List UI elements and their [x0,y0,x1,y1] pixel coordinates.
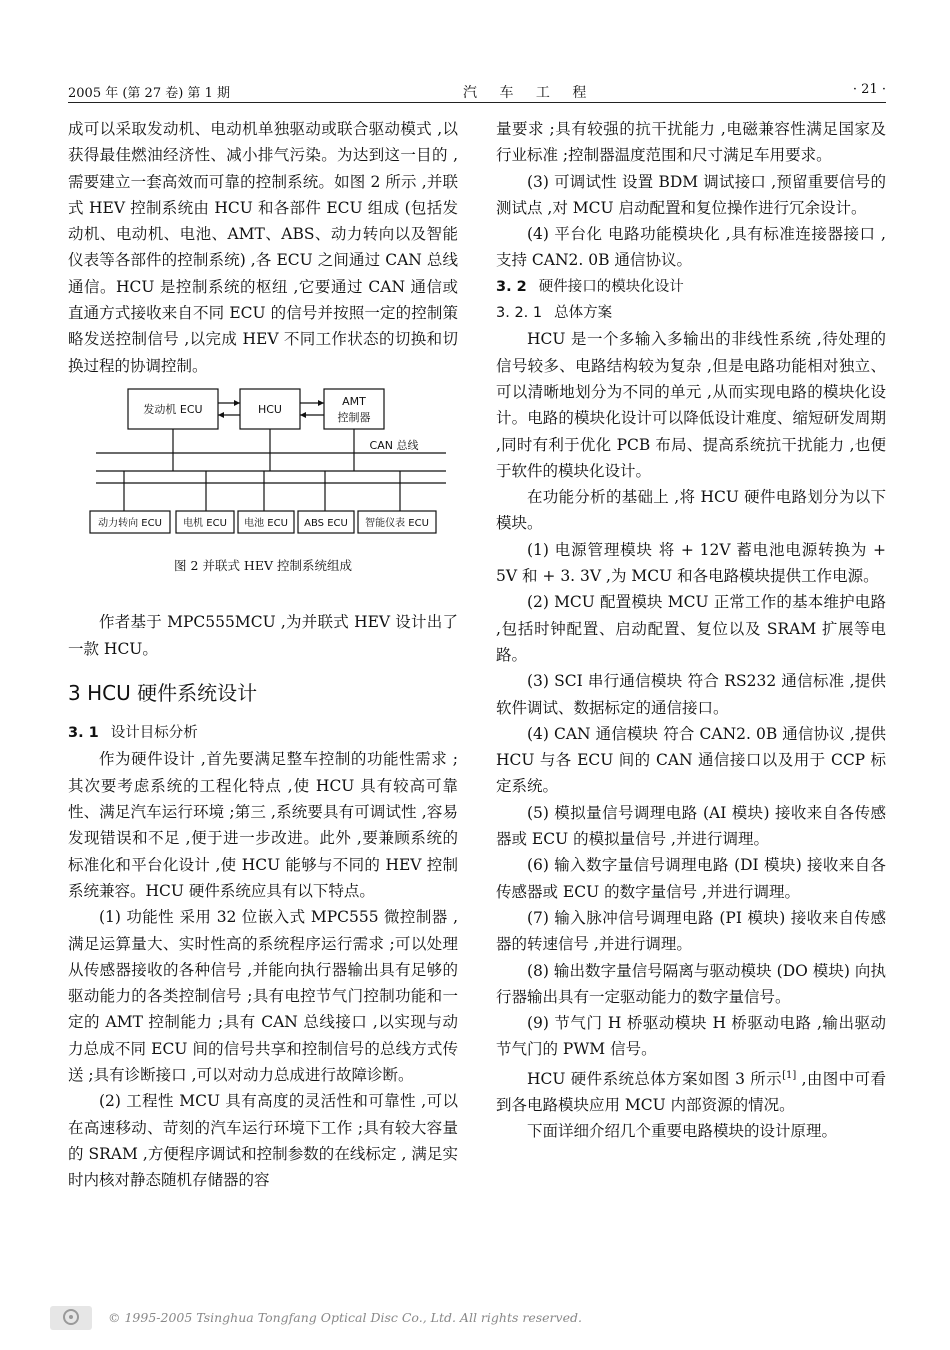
motor-ecu-label: 电机 ECU [183,517,227,529]
figure-3-reference-tail: ,由图中可看到各电路模块应用 MCU 内部资源的情况。 [496,1069,886,1115]
figure-3-reference-paragraph [496,1063,886,1119]
module-2: (2) MCU 配置模块 MCU 正常工作的基本维护电路 ,包括时钟配置、启动配置、复位以及 SRAM 扩展等电路。 [496,593,886,664]
engine-ecu-label: 发动机 ECU [143,402,203,416]
hcu-label: HCU [257,402,283,416]
right-column [496,116,886,1145]
design-goal-paragraph: 作为硬件设计 ,首先要满足整车控制的功能性需求 ;其次要考虑系统的工程化特点 ,使 HCU 具有较高可靠性、满足汽车运行环境 ;第三 ,系统要具有可调试性 ,容易发现错误和不足 ,便于进一步改进。此外 ,要兼顾系统的标准化和平台化设计 ,使 HCU 能够与不同的 HEV 控制系统兼容。HCU 硬件系统应具有以下特点。 [68,750,458,900]
battery-ecu-label: 电池 ECU [244,517,288,529]
subsection-number: 3. 2. 1 [496,305,543,322]
subsection-3-1-heading [68,720,458,746]
debuggability-paragraph: (3) 可调试性 设置 BDM 调试接口 ,预留重要信号的测试点 ,对 MCU 启动配置和复位操作进行冗余设计。 [496,172,886,217]
module-3: (3) SCI 串行通信模块 符合 RS232 通信标准 ,提供软件调试、数据标定的通信接口。 [496,672,886,717]
engineering-continued: 量要求 ;具有较强的抗干扰能力 ,电磁兼容性满足国家及行业标准 ;控制器温度范围和尺寸满足车用要求。 [496,120,886,165]
figure-3-reference-text: HCU 硬件系统总体方案如图 3 所示 [527,1069,783,1088]
running-header [68,80,886,103]
subsection-title: 设计目标分析 [110,725,198,742]
amt-label-line1: AMT [342,394,366,408]
overall-scheme-paragraph: HCU 是一个多输入多输出的非线性系统 ,待处理的信号较多、电路结构较为复杂 ,但是电路功能相对独立、可以清晰地划分为不同的单元 ,从而实现电路的模块化设计。电路的模块化设计可以降低设计难度、缩短研发周期 ,同时有利于优化 PCB 布局、提高系统抗干扰能力 ,也便于软件的模块化设计。 [496,330,886,480]
section-3-heading: 3 HCU 硬件系统设计 [68,680,258,705]
module-4: (4) CAN 通信模块 符合 CAN2. 0B 通信协议 ,提供 HCU 与各 ECU 间的 CAN 通信接口以及用于 CCP 标定系统。 [496,724,886,796]
figure-caption: 图 2 并联式 HEV 控制系统组成 [174,557,352,573]
subsection-title: 硬件接口的模块化设计 [538,278,684,295]
abs-ecu-label: ABS ECU [304,517,348,529]
engineering-paragraph: (2) 工程性 MCU 具有高度的灵活性和可靠性 ,可以在高速移动、苛刻的汽车运行环境下工作 ;具有较大容量的 SRAM ,方便程序调试和控制参数的在线标定 , 满足实时内核对静态随机存储器的容 [68,1092,458,1190]
module-7: (7) 输入脉冲信号调理电路 (PI 模块) 接收来自传感器的转速信号 ,并进行调理。 [496,908,886,954]
module-9: (9) 节气门 H 桥驱动模块 H 桥驱动电路 ,输出驱动节气门的 PWM 信号。 [496,1014,886,1059]
copyright-text: © 1995-2005 Tsinghua Tongfang Optical Disc Co., Ltd. All rights reserved. [108,1310,582,1325]
subsection-3-2-heading [496,274,886,300]
left-column [68,116,458,1194]
amt-label-line2: 控制器 [337,410,371,424]
publisher-logo-icon [50,1306,92,1330]
intro-paragraph: 成可以采取发动机、电动机单独驱动或联合驱动模式 ,以获得最佳燃油经济性、减小排气污染。为达到这一目的 ,需要建立一套高效而可靠的控制系统。如图 2 所示 ,并联式 HEV 控制系统由 HCU 和各部件 ECU 组成 (包括发动机、电动机、电池、AMT、ABS、动力转向以及智能仪表等各部件的控制系统) ,各 ECU 之间通过 CAN 总线通信。HCU 是控制系统的枢纽 ,它要通过 CAN 通信或直通方式接收来自不同 ECU 的信号并按照一定的控制策略发送控制信号 ,以完成 HEV 不同工作状态的切换和切换过程的协调控制。 [68,120,458,375]
control-system-diagram [68,387,458,547]
subsection-title: 总体方案 [554,305,613,322]
issue-info: 2005 年 (第 27 卷) 第 1 期 [68,86,230,101]
module-5: (5) 模拟量信号调理电路 (AI 模块) 接收来自各传感器或 ECU 的模拟量信号 ,并进行调理。 [496,803,886,849]
subsection-number: 3. 1 [68,725,99,742]
journal-title: 汽 车 工 程 [463,85,596,101]
subsection-3-2-1-heading [496,300,886,326]
can-bus-label: CAN 总线 [369,438,419,452]
subsection-number: 3. 2 [496,278,527,295]
page-number: · 21 · [852,82,886,97]
copyright-footer [50,1306,900,1330]
module-8: (8) 输出数字量信号隔离与驱动模块 (DO 模块) 向执行器输出具有一定驱动能力的数字量信号。 [496,961,886,1006]
citation: [1] [782,1069,797,1081]
platform-paragraph: (4) 平台化 电路功能模块化 ,具有标准连接器接口 ,支持 CAN2. 0B 通信协议。 [496,225,886,270]
functionality-paragraph: (1) 功能性 采用 32 位嵌入式 MPC555 微控制器 ,满足运算量大、实时性高的系统程序运行需求 ;可以处理从传感器接收的各种信号 ,并能向执行器输出具有足够的驱动能力的各类控制信号 ;具有电控节气门控制功能和一定的 AMT 控制能力 ;具有 CAN 总线接口 ,以实现与动力总成不同 ECU 间的信号共享和控制信号的总线方式传送 ;具有诊断接口 ,可以对动力总成进行故障诊断。 [68,908,458,1085]
steering-ecu-label: 动力转向 ECU [98,517,162,529]
meter-ecu-label: 智能仪表 ECU [365,517,429,529]
author-paragraph: 作者基于 MPC555MCU ,为并联式 HEV 设计出了一款 HCU。 [68,613,458,658]
module-intro-paragraph: 在功能分析的基础上 ,将 HCU 硬件电路划分为以下模块。 [496,488,886,533]
closing-paragraph: 下面详细介绍几个重要电路模块的设计原理。 [527,1122,838,1141]
module-6: (6) 输入数字量信号调理电路 (DI 模块) 接收来自各传感器或 ECU 的数字量信号 ,并进行调理。 [496,856,886,901]
module-1: (1) 电源管理模块 将 + 12V 蓄电池电源转换为 + 5V 和 + 3. 3V ,为 MCU 和各电路模块提供工作电源。 [496,540,886,586]
figure-2 [68,387,458,547]
